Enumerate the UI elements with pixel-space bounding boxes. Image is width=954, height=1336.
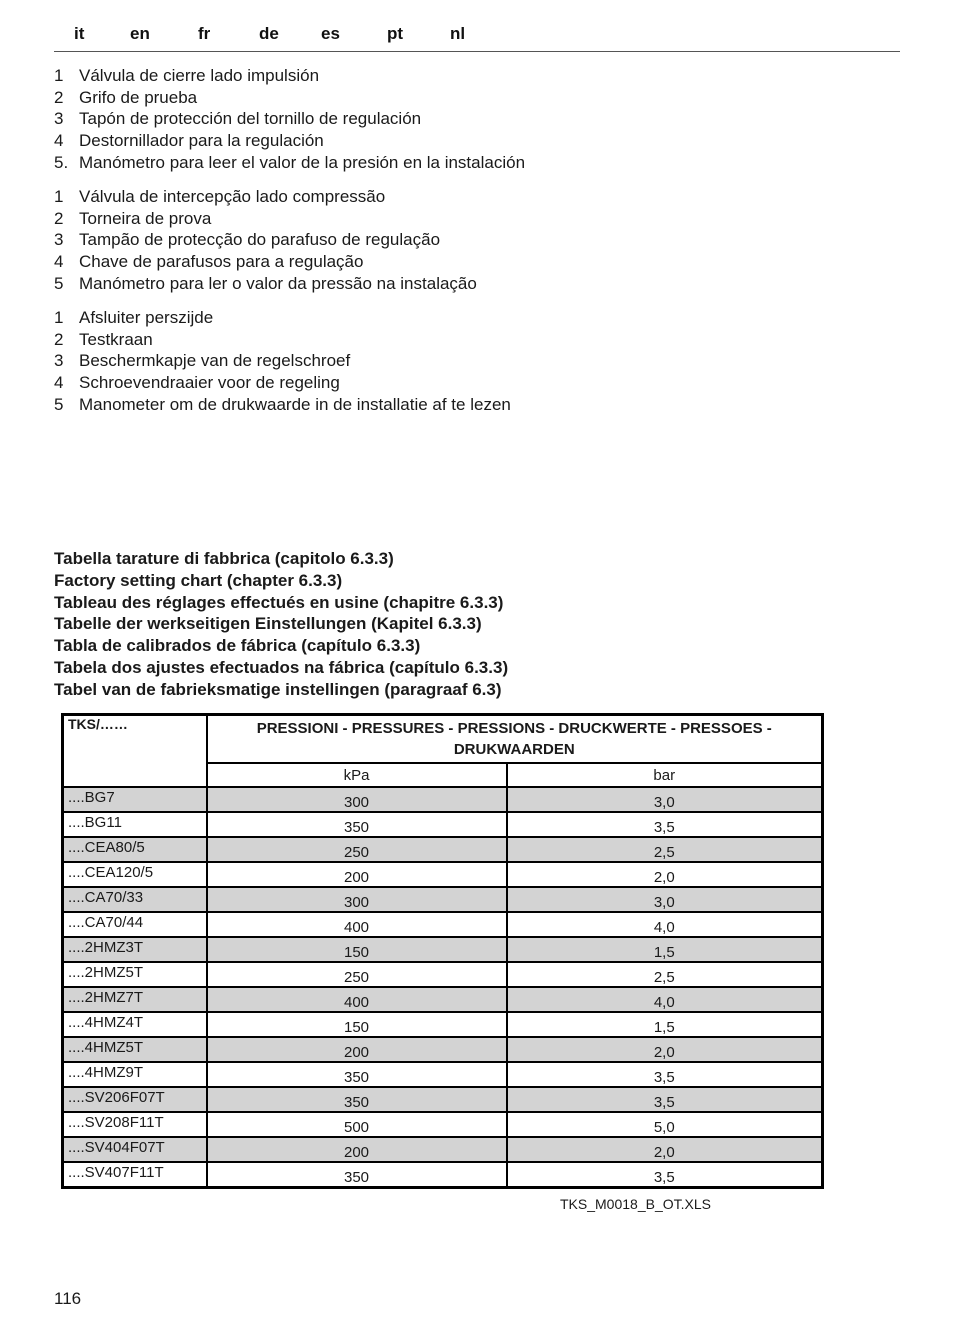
- kpa-cell: 250: [207, 837, 507, 862]
- item-number: 4: [54, 252, 64, 272]
- bar-cell: 4,0: [507, 987, 823, 1012]
- model-cell: ....4HMZ4T: [63, 1012, 207, 1037]
- item-number: 2: [54, 87, 64, 107]
- lang-tab-es[interactable]: es: [321, 24, 340, 43]
- list-item: [54, 229, 477, 251]
- bar-cell: 2,5: [507, 962, 823, 987]
- table-row: [63, 1137, 823, 1162]
- kpa-cell: 400: [207, 912, 507, 937]
- item-text: Schroevendraaier voor de regeling: [79, 373, 340, 393]
- table-row: [63, 1037, 823, 1062]
- kpa-cell: 200: [207, 1037, 507, 1062]
- list-item: [54, 65, 525, 87]
- bar-cell: 3,5: [507, 1087, 823, 1112]
- item-text: Manómetro para leer el valor de la presión en la instalación: [79, 152, 526, 172]
- component-list-nl: [54, 307, 511, 416]
- lang-tab-pt[interactable]: pt: [387, 24, 404, 43]
- item-number: 1: [54, 187, 64, 206]
- list-item: [54, 130, 525, 152]
- model-cell: ....SV208F11T: [63, 1112, 207, 1137]
- item-text: Grifo de prueba: [79, 87, 198, 107]
- model-cell: ....2HMZ7T: [63, 987, 207, 1012]
- table-row: [63, 937, 823, 962]
- factory-settings-table: [61, 713, 824, 1189]
- table-row: [63, 837, 823, 862]
- file-reference: TKS_M0018_B_OT.XLS: [560, 1196, 711, 1212]
- item-text: Afsluiter perszijde: [79, 308, 214, 327]
- table-title-fr: Tableau des réglages effectués en usine (chapitre 6.3.3): [54, 592, 504, 612]
- item-number: 2: [54, 208, 64, 228]
- table-row: [63, 1112, 823, 1137]
- list-item: [54, 152, 525, 174]
- item-text: Tampão de protecção do parafuso de regulação: [79, 230, 441, 250]
- model-cell: ....SV206F07T: [63, 1087, 207, 1112]
- item-text: Testkraan: [79, 329, 153, 349]
- bar-cell: 3,5: [507, 1062, 823, 1087]
- component-list-pt: [54, 186, 477, 295]
- list-item: [54, 108, 525, 130]
- model-cell: ....CA70/33: [63, 887, 207, 912]
- kpa-cell: 250: [207, 962, 507, 987]
- table-titles: [54, 548, 508, 701]
- item-text: Chave de parafusos para a regulação: [79, 252, 364, 272]
- list-item: [54, 87, 525, 109]
- table-title-es: Tabla de calibrados de fábrica (capítulo 6.3.3): [54, 636, 421, 656]
- kpa-cell: 150: [207, 1012, 507, 1037]
- page-number: 116: [54, 1289, 82, 1308]
- item-number: 5: [54, 394, 64, 414]
- table-row: [63, 887, 823, 912]
- list-item: [54, 251, 477, 273]
- kpa-cell: 350: [207, 1062, 507, 1087]
- lang-tab-fr[interactable]: fr: [198, 24, 211, 43]
- model-cell: ....4HMZ5T: [63, 1037, 207, 1062]
- table-row: [63, 912, 823, 937]
- table-row: [63, 1162, 823, 1187]
- table-title-en: Factory setting chart (chapter 6.3.3): [54, 570, 343, 590]
- kpa-cell: 300: [207, 787, 507, 812]
- table-body: [63, 787, 823, 1187]
- model-cell: ....CA70/44: [63, 912, 207, 937]
- kpa-cell: 400: [207, 987, 507, 1012]
- item-text: Beschermkapje van de regelschroef: [79, 351, 351, 371]
- table-row: [63, 1012, 823, 1037]
- model-cell: ....BG7: [63, 787, 207, 812]
- bar-cell: 1,5: [507, 937, 823, 962]
- list-item: [54, 186, 477, 208]
- kpa-cell: 350: [207, 1162, 507, 1187]
- item-text: Manómetro para ler o valor da pressão na instalação: [79, 273, 477, 293]
- item-text: Válvula de cierre lado impulsión: [79, 66, 320, 85]
- item-number: 4: [54, 131, 64, 151]
- table-title-de: Tabelle der werkseitigen Einstellungen (Kapitel 6.3.3): [54, 614, 482, 634]
- bar-unit-header: bar: [507, 763, 823, 787]
- kpa-cell: 350: [207, 812, 507, 837]
- model-cell: ....4HMZ9T: [63, 1062, 207, 1087]
- item-number: 2: [54, 329, 64, 349]
- item-text: Tapón de protección del tornillo de regulación: [79, 109, 422, 129]
- table-row: [63, 787, 823, 812]
- list-item: [54, 394, 511, 416]
- item-number: 1: [54, 308, 64, 327]
- table-row: [63, 862, 823, 887]
- bar-cell: 3,0: [507, 787, 823, 812]
- list-item: [54, 372, 511, 394]
- item-number: 5.: [54, 152, 69, 172]
- item-number: 5: [54, 273, 64, 293]
- item-number: 3: [54, 351, 64, 371]
- bar-cell: 2,5: [507, 837, 823, 862]
- lang-tab-nl[interactable]: nl: [450, 24, 466, 43]
- model-cell: ....CEA120/5: [63, 862, 207, 887]
- table-row: [63, 1062, 823, 1087]
- item-number: 4: [54, 373, 64, 393]
- table-row: [63, 812, 823, 837]
- pressures-column-header: PRESSIONI - PRESSURES - PRESSIONS - DRUCKWERTE - PRESSOES - DRUKWAARDEN: [207, 715, 823, 764]
- model-cell: ....2HMZ3T: [63, 937, 207, 962]
- kpa-unit-header: kPa: [207, 763, 507, 787]
- table-title-it: Tabella tarature di fabbrica (capitolo 6.3.3): [54, 549, 394, 568]
- list-item: [54, 273, 477, 295]
- item-text: Manometer om de drukwaarde in de installatie af te lezen: [79, 394, 511, 414]
- bar-cell: 2,0: [507, 862, 823, 887]
- kpa-cell: 200: [207, 862, 507, 887]
- item-text: Válvula de intercepção lado compressão: [79, 187, 386, 206]
- lang-tab-de[interactable]: de: [259, 24, 279, 43]
- item-text: Destornillador para la regulación: [79, 131, 324, 151]
- kpa-cell: 150: [207, 937, 507, 962]
- component-list-es: [54, 65, 525, 174]
- lang-tab-it[interactable]: it: [74, 24, 85, 43]
- table-row: [63, 987, 823, 1012]
- list-item: [54, 307, 511, 329]
- table-title-nl: Tabel van de fabrieksmatige instellingen (paragraaf 6.3): [54, 679, 502, 699]
- table-row: [63, 1087, 823, 1112]
- item-number: 1: [54, 66, 64, 85]
- model-cell: ....SV407F11T: [63, 1162, 207, 1187]
- bar-cell: 2,0: [507, 1137, 823, 1162]
- item-number: 3: [54, 230, 64, 250]
- kpa-cell: 200: [207, 1137, 507, 1162]
- model-cell: ....SV404F07T: [63, 1137, 207, 1162]
- bar-cell: 2,0: [507, 1037, 823, 1062]
- kpa-cell: 350: [207, 1087, 507, 1112]
- kpa-cell: 300: [207, 887, 507, 912]
- list-item: [54, 329, 511, 351]
- model-cell: ....2HMZ5T: [63, 962, 207, 987]
- language-tabs: [54, 22, 900, 52]
- list-item: [54, 208, 477, 230]
- model-cell: ....CEA80/5: [63, 837, 207, 862]
- bar-cell: 3,0: [507, 887, 823, 912]
- bar-cell: 5,0: [507, 1112, 823, 1137]
- item-text: Torneira de prova: [79, 208, 212, 228]
- bar-cell: 4,0: [507, 912, 823, 937]
- list-item: [54, 350, 511, 372]
- table-title-pt: Tabela dos ajustes efectuados na fábrica (capítulo 6.3.3): [54, 657, 509, 677]
- bar-cell: 3,5: [507, 812, 823, 837]
- model-cell: ....BG11: [63, 812, 207, 837]
- table-row: [63, 962, 823, 987]
- item-number: 3: [54, 109, 64, 129]
- bar-cell: 3,5: [507, 1162, 823, 1187]
- lang-tab-en[interactable]: en: [130, 24, 150, 43]
- bar-cell: 1,5: [507, 1012, 823, 1037]
- model-column-header: TKS/……: [63, 715, 207, 788]
- kpa-cell: 500: [207, 1112, 507, 1137]
